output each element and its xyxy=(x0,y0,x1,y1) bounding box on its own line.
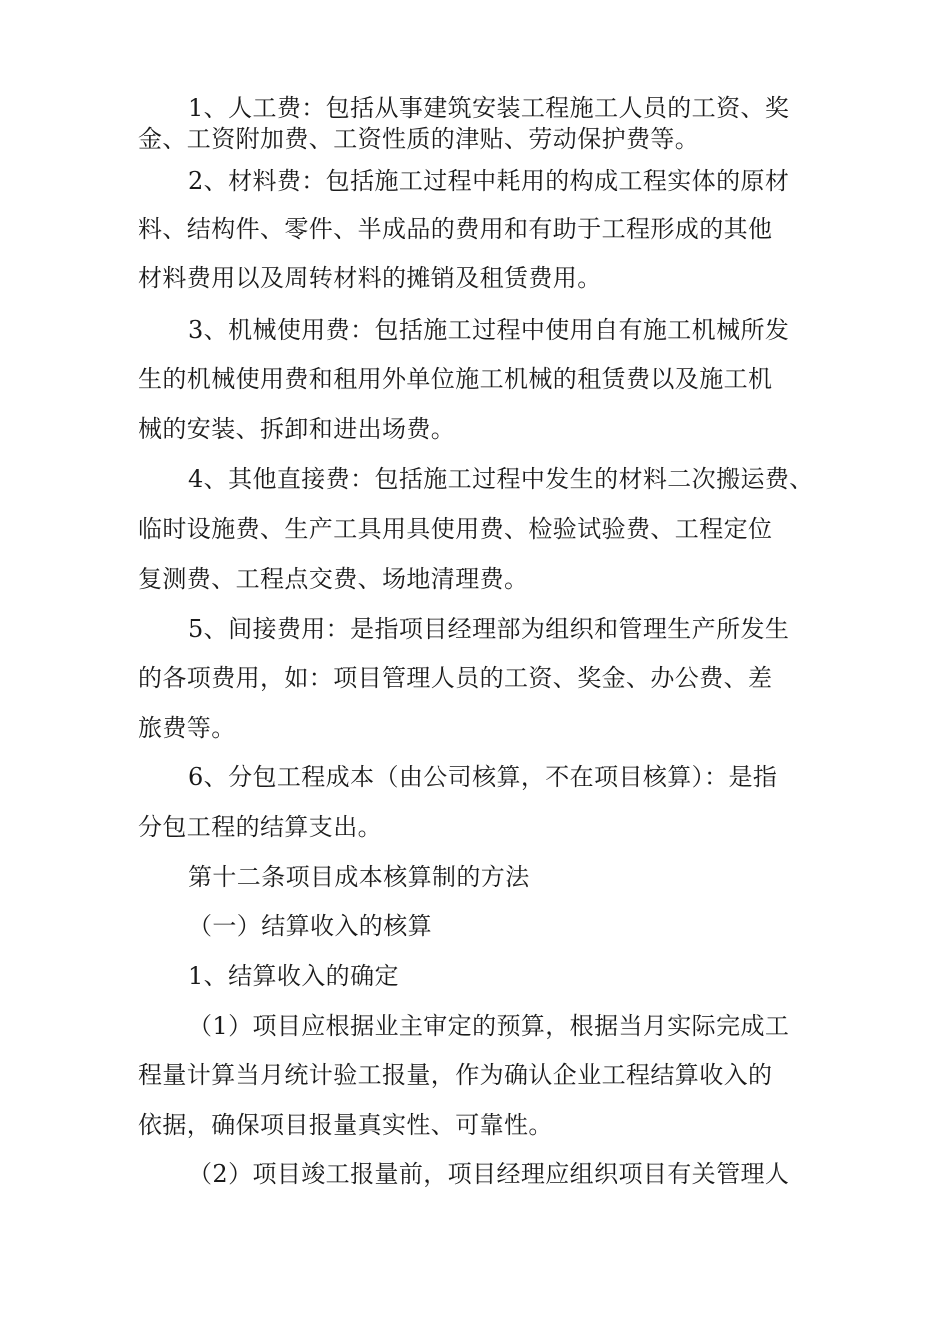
paragraph-line: 械的安装、拆卸和进出场费。 xyxy=(138,415,456,443)
paragraph-line: 5、间接费用：是指项目经理部为组织和管理生产所发生 xyxy=(188,615,790,643)
paragraph-line: 材料费用以及周转材料的摊销及租赁费用。 xyxy=(138,264,602,292)
paragraph-line: 料、结构件、零件、半成品的费用和有助于工程形成的其他 xyxy=(138,215,773,243)
paragraph-line: （1）项目应根据业主审定的预算，根据当月实际完成工 xyxy=(188,1012,790,1040)
paragraph-line: 复测费、工程点交费、场地清理费。 xyxy=(138,565,529,593)
paragraph-line: 金、工资附加费、工资性质的津贴、劳动保护费等。 xyxy=(138,125,700,153)
paragraph-line: 分包工程的结算支出。 xyxy=(138,813,382,841)
paragraph-line: 的各项费用，如：项目管理人员的工资、奖金、办公费、差 xyxy=(138,664,773,692)
paragraph-line: 3、机械使用费：包括施工过程中使用自有施工机械所发 xyxy=(188,316,790,344)
paragraph-line: 依据，确保项目报量真实性、可靠性。 xyxy=(138,1111,553,1139)
paragraph-line: 旅费等。 xyxy=(138,714,236,742)
paragraph-line: 程量计算当月统计验工报量，作为确认企业工程结算收入的 xyxy=(138,1061,773,1089)
subsection-heading: 1、结算收入的确定 xyxy=(188,962,399,990)
paragraph-line: 4、其他直接费：包括施工过程中发生的材料二次搬运费、 xyxy=(188,465,814,493)
paragraph-line: 生的机械使用费和租用外单位施工机械的租赁费以及施工机 xyxy=(138,365,773,393)
section-heading: 第十二条项目成本核算制的方法 xyxy=(188,863,530,891)
paragraph-line: 临时设施费、生产工具用具使用费、检验试验费、工程定位 xyxy=(138,515,773,543)
subsection-heading: （一）结算收入的核算 xyxy=(188,912,432,940)
paragraph-line: （2）项目竣工报量前，项目经理应组织项目有关管理人 xyxy=(188,1160,790,1188)
paragraph-line: 1、人工费：包括从事建筑安装工程施工人员的工资、奖 xyxy=(188,94,790,122)
paragraph-line: 2、材料费：包括施工过程中耗用的构成工程实体的原材 xyxy=(188,167,790,195)
paragraph-line: 6、分包工程成本（由公司核算，不在项目核算）：是指 xyxy=(188,763,778,791)
